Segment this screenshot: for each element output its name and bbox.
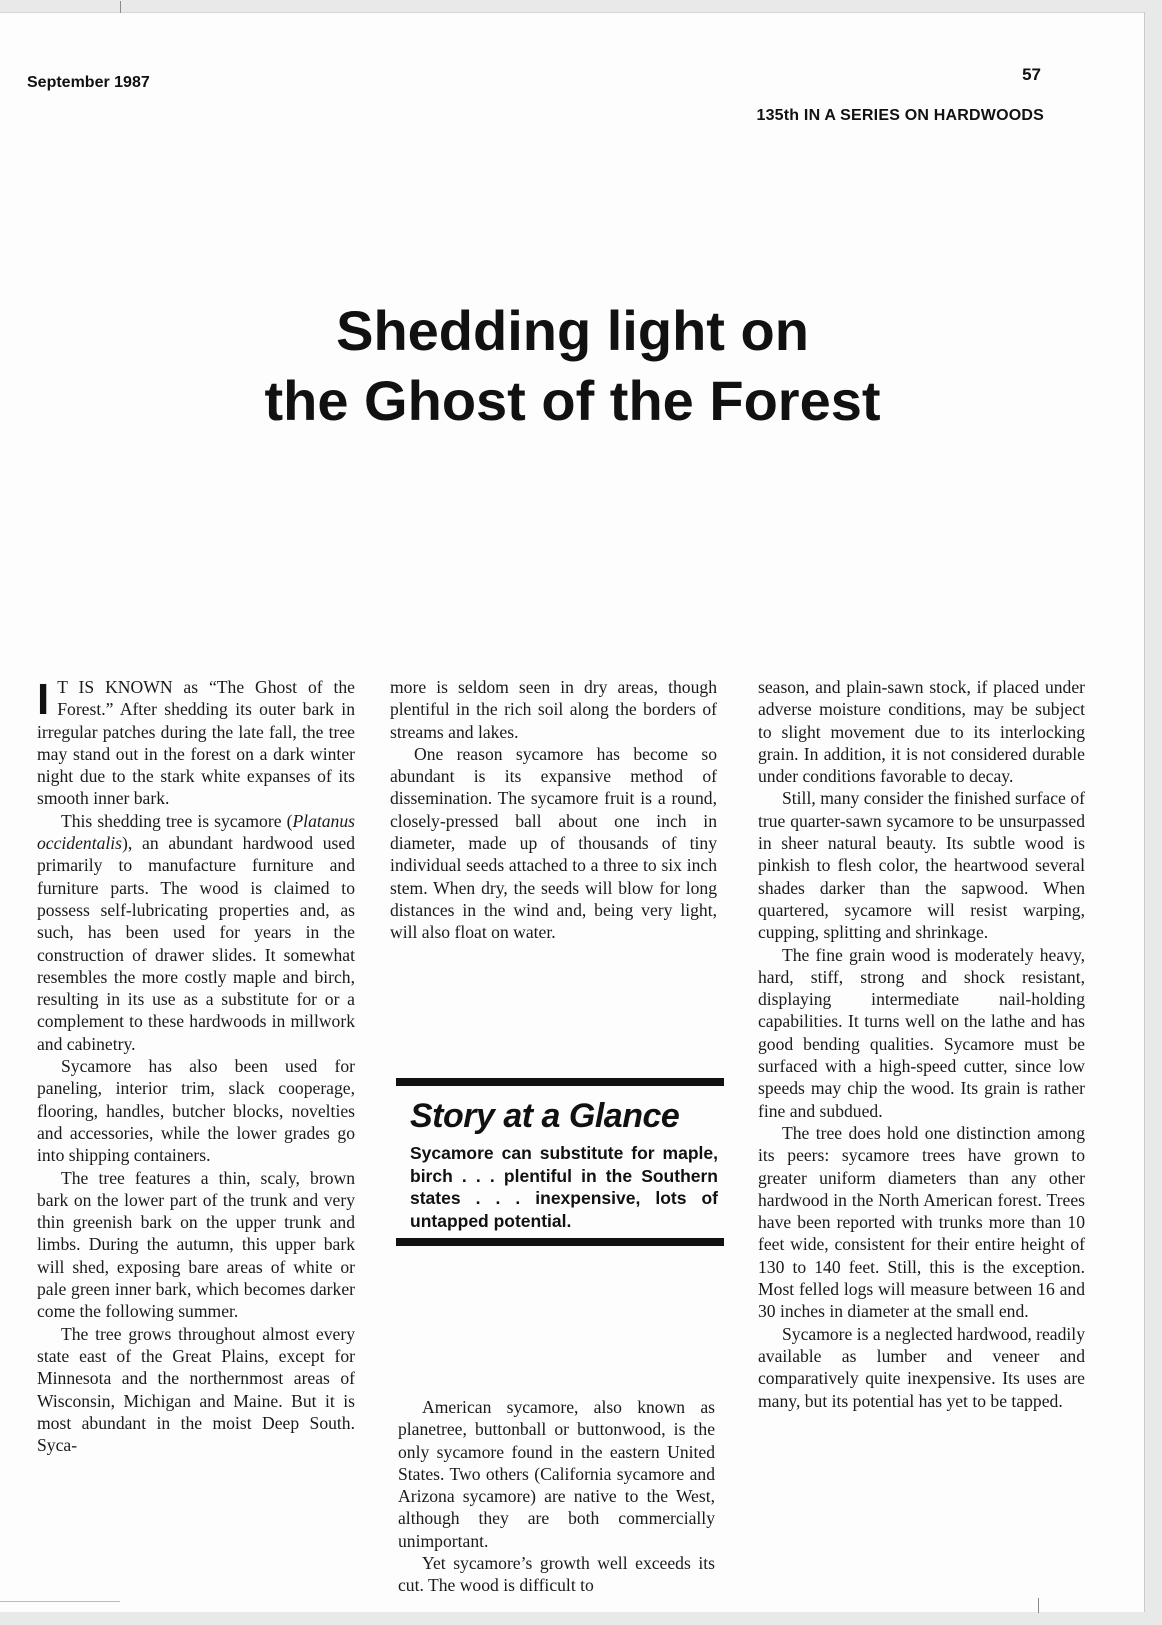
title-line-1: Shedding light on — [336, 299, 809, 362]
paragraph: Sycamore is a neglected hardwood, readily available as lumber and veneer and comparatively quite inexpensive. Its uses are many, but its potential has yet to be tapped. — [758, 1323, 1085, 1411]
paragraph-text: This shedding tree is sycamore ( — [61, 810, 293, 831]
series-label: 135th IN A SERIES ON HARDWOODS — [756, 107, 1044, 124]
latin-name: Platanus occidentalis — [37, 810, 355, 854]
paragraph: The tree grows throughout almost every state east of the Great Plains, except for Minnesota and the northernmost areas of Wisconsin, Michigan and Maine. But it is most abundant in the moist Deep South. Syca- — [37, 1323, 355, 1456]
drop-cap: I — [37, 675, 50, 724]
paragraph: The tree features a thin, scaly, brown bark on the lower part of the trunk and very thin greenish bark on the upper trunk and limbs. During the autumn, this upper bark will shed, exposing bare areas of white or pale green inner bark, which becomes darker come the following summer. — [37, 1167, 355, 1322]
paragraph: One reason sycamore has become so abundant is its expansive method of dissemination. The sycamore fruit is a round, closely-pressed ball about one inch in diameter, made up of thousands of tiny individual seeds attached to a three to six inch stem. When dry, the seeds will blow for long distances in the wind and, being very light, will also float on water. — [390, 743, 717, 943]
paragraph: Sycamore has also been used for paneling, interior trim, slack cooperage, flooring, handles, butcher blocks, novelties and accessories, while the lower grades go into shipping containers. — [37, 1056, 355, 1166]
page-number: 57 — [1022, 65, 1041, 84]
paragraph: Still, many consider the finished surface of true quarter-sawn sycamore to be unsurpassed in sheer natural beauty. Its subtle wood is pinkish to flesh color, the heartwood several shades darker than the sapwood. When quartered, sycamore will resist warping, cupping, splitting and shrinkage. — [758, 788, 1085, 943]
column-2-top — [390, 676, 717, 944]
column-3 — [758, 676, 1085, 1412]
column-1 — [37, 676, 355, 1456]
paragraph-text: T IS KNOWN as “The Ghost of the Forest.” After shedding its outer bark in irregular patches during the late fall, the tree may stand out in the forest on a dark winter night due to the stark white expanses of its smooth inner bark. — [37, 677, 355, 809]
title-line-2: the Ghost of the Forest — [264, 369, 881, 432]
paragraph: more is seldom seen in dry areas, though plentiful in the rich soil along the borders of streams and lakes. — [390, 677, 717, 742]
glance-bottom-rule — [396, 1238, 724, 1246]
column-2-bottom — [398, 1396, 715, 1597]
crop-mark — [1038, 1598, 1039, 1613]
magazine-page — [0, 12, 1145, 1612]
paragraph — [37, 676, 355, 810]
issue-date: September 1987 — [27, 74, 150, 91]
paragraph: American sycamore, also known as planetree, buttonball or buttonwood, is the only sycamore found in the eastern United States. Two others (California sycamore and Arizona sycamore) are native to the West, although they are both commercially unimportant. — [398, 1397, 715, 1551]
paragraph: Yet sycamore’s growth well exceeds its cut. The wood is difficult to — [398, 1553, 715, 1596]
paragraph — [37, 810, 355, 1055]
paragraph: season, and plain-sawn stock, if placed under adverse moisture conditions, may be subject to slight movement due to its interlocking grain. In addition, it is not considered durable under conditions favorable to decay. — [758, 677, 1085, 787]
crop-mark — [0, 1601, 120, 1602]
article-title — [0, 296, 1145, 436]
paragraph: The fine grain wood is moderately heavy, hard, stiff, strong and shock resistant, displaying intermediate nail-holding capabilities. It turns well on the lathe and has good bending qualities. Sycamore must be surfaced with a high-speed cutter, since low speeds may chip the wood. Its grain is rather fine and subdued. — [758, 944, 1085, 1121]
paragraph-text: ), an abundant hardwood used primarily to manufacture furniture and furniture parts. The wood is claimed to possess self-lubricating properties and, as such, has been used for years in the construction of drawer slides. It somewhat resembles the more costly maple and birch, resulting in its use as a substitute for or a complement to these hardwoods in millwork and cabinetry. — [37, 833, 355, 1054]
glance-title: Story at a Glance — [410, 1097, 680, 1135]
story-at-a-glance — [410, 1096, 718, 1232]
paragraph: The tree does hold one distinction among its peers: sycamore trees have grown to greater uniform diameters than any other hardwood in the North American forest. Trees have been reported with trunks more than 10 feet wide, consistent for their entire height of 130 to 140 feet. Still, this is the exception. Most felled logs will measure between 16 and 30 inches in diameter at the small end. — [758, 1122, 1085, 1322]
glance-top-rule — [396, 1078, 724, 1086]
glance-text: Sycamore can substitute for maple, birch . . . plentiful in the Southern states . . . inexpensive, lots of untapped potential. — [410, 1143, 718, 1231]
crop-mark — [120, 1, 121, 13]
